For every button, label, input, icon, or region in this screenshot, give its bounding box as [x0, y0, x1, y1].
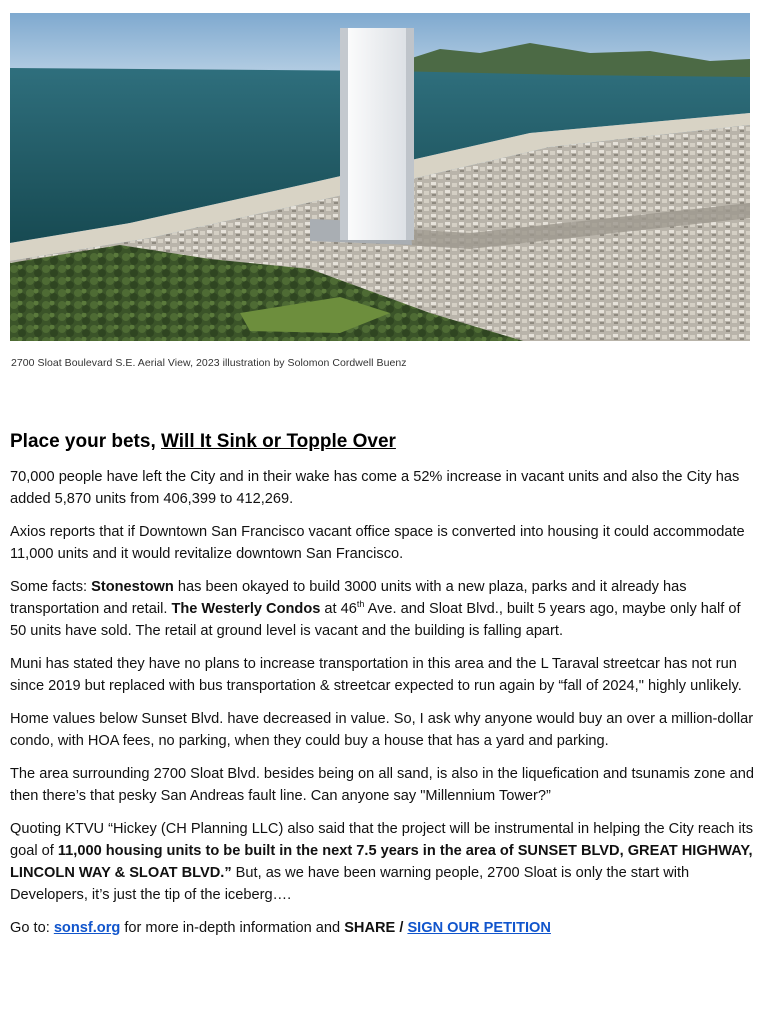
facts-intro: Some facts: [10, 579, 92, 595]
sonsf-link[interactable]: sonsf.org [53, 920, 121, 936]
facts-text-1: has been okayed to build 3000 units with a new plaza, parks and it already has transportation and retail. [10, 579, 687, 617]
paragraph-liquefaction: The area surrounding 2700 Sloat Blvd. besides being on all sand, is also in the liquefication and tsunamis zone and then there’s that pesky San Andreas fault line. Can anyone say "Millennium Tower?” [10, 766, 754, 804]
westerly-condos-label: The Westerly Condos [171, 601, 321, 617]
aerial-illustration-icon [10, 13, 750, 341]
facts-text-3: Ave. and Sloat Blvd., built 5 years ago, maybe only half of 50 units have sold. The retail at ground level is vacant and the building is falling apart. [10, 601, 741, 639]
share-label: SHARE / [344, 920, 408, 936]
paragraph-axios: Axios reports that if Downtown San Francisco vacant office space is converted into housing it could accommodate 11,000 units and it would revitalize downtown San Francisco. [10, 524, 745, 562]
image-caption: 2700 Sloat Boulevard S.E. Aerial View, 2023 illustration by Solomon Cordwell Buenz [11, 357, 407, 369]
paragraph-facts [10, 576, 758, 642]
article [10, 430, 758, 950]
quote-text-1: Quoting KTVU “Hickey (CH Planning LLC) also said that the project will be instrumental in helping the City reach its goal of [10, 821, 753, 859]
heading-link[interactable]: Will It Sink or Topple Over [161, 431, 396, 452]
cta-text: for more in-depth information and [120, 920, 345, 936]
facts-text-2: at 46 [320, 601, 357, 617]
quote-text-2: But, as we have been warning people, 2700 Sloat is only the start with Developers, it’s just the tip of the iceberg…. [10, 865, 690, 903]
paragraph-call-to-action [10, 917, 758, 939]
cta-intro: Go to: [10, 920, 54, 936]
sign-petition-link[interactable]: SIGN OUR PETITION [407, 920, 551, 936]
paragraph-ktvu-quote [10, 818, 758, 906]
ordinal-suffix: th [356, 599, 365, 610]
quote-bold: 11,000 housing units to be built in the next 7.5 years in the area of SUNSET BLVD, GREAT HIGHWAY, LINCOLN WAY & SLOAT BLVD.” [10, 843, 753, 881]
aerial-illustration [10, 13, 750, 341]
article-heading [10, 430, 758, 454]
heading-prefix: Place your bets, [10, 431, 162, 452]
paragraph-muni: Muni has stated they have no plans to increase transportation in this area and the L Taraval streetcar has not run since 2019 but replaced with bus transportation & streetcar expected to run again by “fall of 2024," highly unlikely. [10, 656, 742, 694]
stonestown-label: Stonestown [91, 579, 174, 595]
paragraph-population: 70,000 people have left the City and in their wake has come a 52% increase in vacant units and also the City has added 5,870 units from 406,399 to 412,269. [10, 469, 740, 507]
paragraph-home-values: Home values below Sunset Blvd. have decreased in value. So, I ask why anyone would buy an over a million-dollar condo, with HOA fees, no parking, when they could buy a house that has a yard and parking. [10, 711, 754, 749]
